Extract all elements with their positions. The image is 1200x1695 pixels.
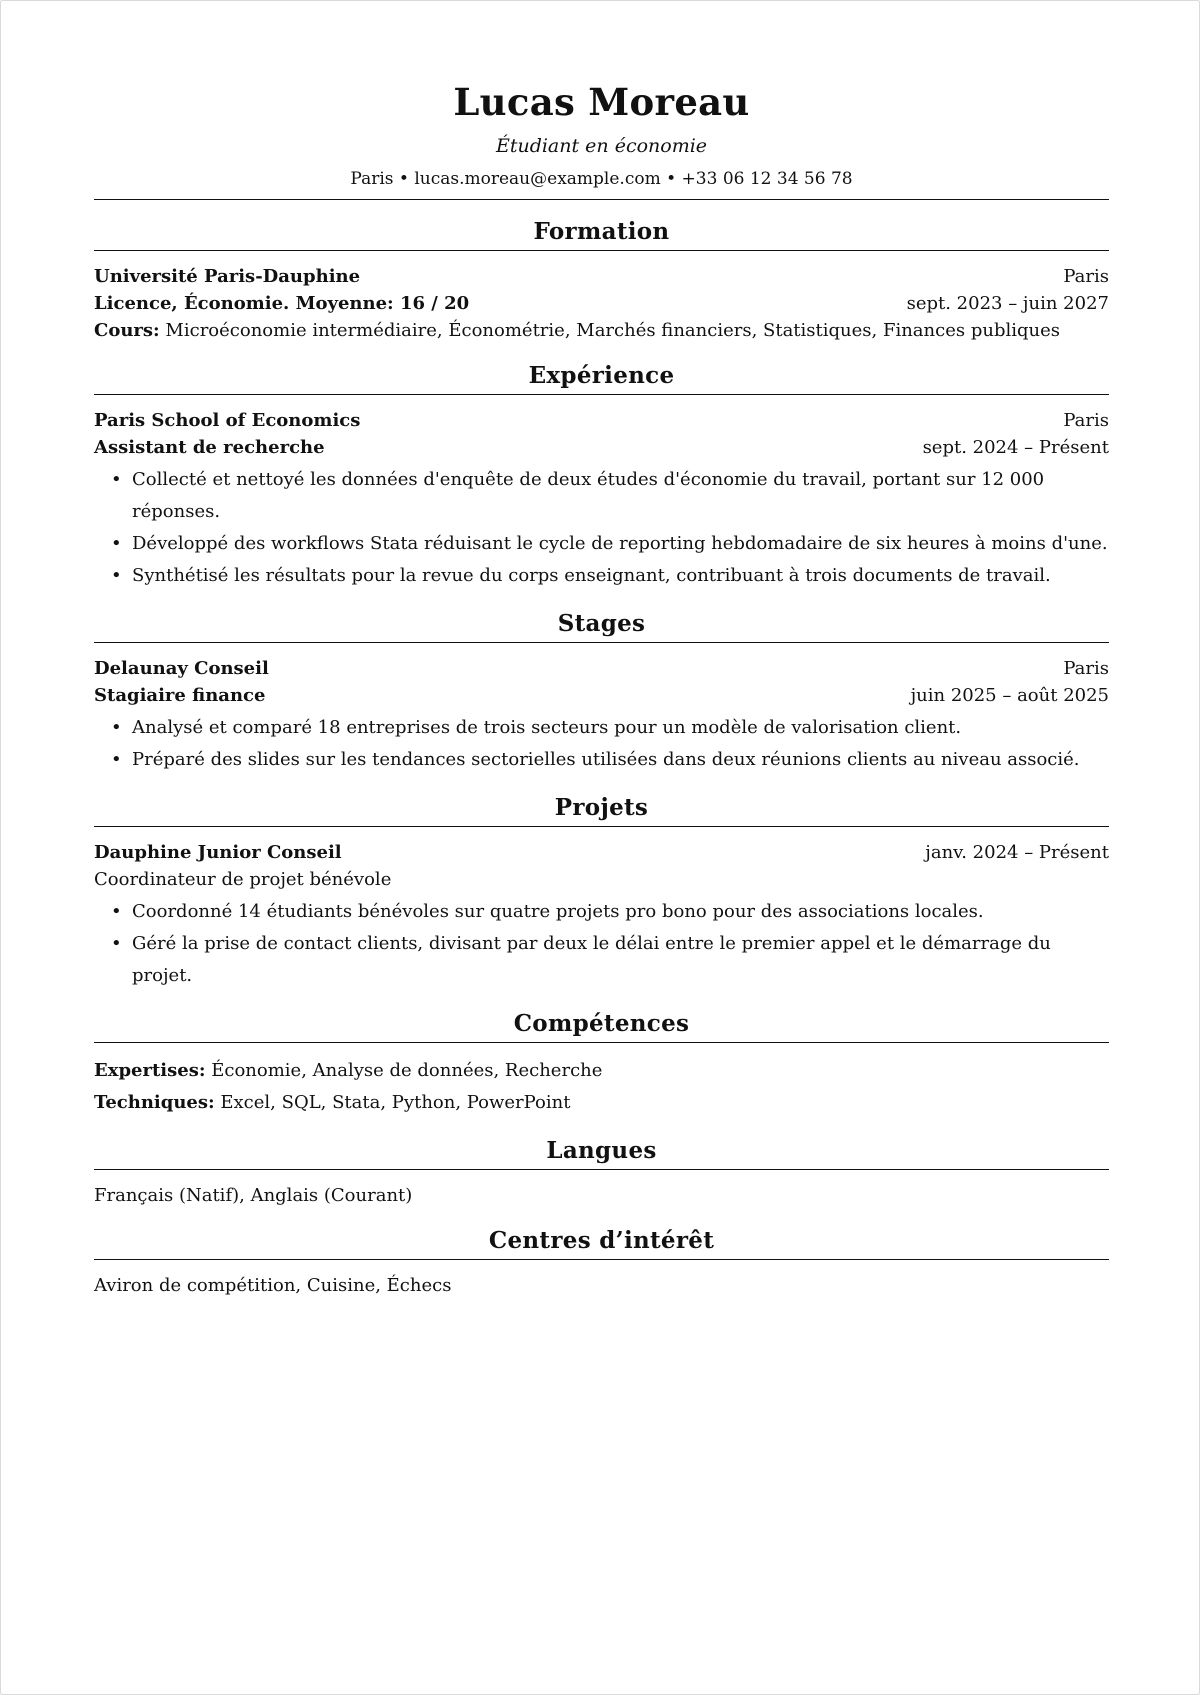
techniques-label: Techniques: — [94, 1092, 215, 1113]
list-item — [94, 896, 1109, 928]
stages-row-role — [94, 682, 1109, 709]
courses-list: Microéconomie intermédiaire, Économétrie, Marchés financiers, Statistiques, Finances publiques — [165, 320, 1060, 341]
bullet-text: Synthétisé les résultats pour la revue du corps enseignant, contribuant à trois documents de travail. — [132, 565, 1051, 586]
section-interets — [94, 1209, 1109, 1299]
experience-bullets — [94, 464, 1109, 592]
courses-line — [94, 317, 1109, 344]
stages-role: Stagiaire finance — [94, 685, 266, 706]
stages-organization: Delaunay Conseil — [94, 658, 269, 679]
stages-dates: juin 2025 – août 2025 — [910, 685, 1109, 706]
bullet-icon: • — [111, 933, 122, 954]
techniques-line — [94, 1087, 1109, 1119]
candidate-subtitle: Étudiant en économie — [495, 135, 708, 157]
section-projets — [94, 776, 1109, 992]
formation-row-institution — [94, 263, 1109, 290]
experience-role: Assistant de recherche — [94, 437, 325, 458]
institution-name: Université Paris-Dauphine — [94, 266, 361, 287]
projets-bullets — [94, 896, 1109, 992]
interets-text: Aviron de compétition, Cuisine, Échecs — [94, 1275, 452, 1296]
section-title-experience: Expérience — [528, 362, 675, 389]
bullet-text: Analysé et comparé 18 entreprises de trois secteurs pour un modèle de valorisation client. — [132, 717, 962, 738]
bullet-text: Géré la prise de contact clients, divisant par deux le délai entre le premier appel et le démarrage du projet. — [132, 933, 1051, 986]
institution-location: Paris — [1063, 266, 1109, 287]
langues-text: Français (Natif), Anglais (Courant) — [94, 1185, 413, 1206]
section-title-projets: Projets — [554, 794, 649, 821]
section-title-interets: Centres d’intérêt — [488, 1227, 715, 1254]
bullet-icon: • — [111, 717, 122, 738]
section-title-formation: Formation — [533, 218, 670, 245]
expertises-line — [94, 1055, 1109, 1087]
section-title-competences: Compétences — [513, 1010, 690, 1037]
projets-role: Coordinateur de projet bénévole — [94, 869, 392, 890]
list-item — [94, 560, 1109, 592]
stages-bullets — [94, 712, 1109, 776]
bullet-icon: • — [111, 749, 122, 770]
degree-dates: sept. 2023 – juin 2027 — [906, 293, 1109, 314]
degree-name: Licence, Économie. Moyenne: 16 / 20 — [94, 293, 470, 314]
expertises-list: Économie, Analyse de données, Recherche — [211, 1060, 603, 1081]
section-title-langues: Langues — [546, 1137, 657, 1164]
experience-row-role — [94, 434, 1109, 461]
bullet-text: Coordonné 14 étudiants bénévoles sur quatre projets pro bono pour des associations locales. — [132, 901, 984, 922]
experience-location: Paris — [1063, 410, 1109, 431]
experience-dates: sept. 2024 – Présent — [922, 437, 1109, 458]
list-item — [94, 744, 1109, 776]
resume-header — [94, 79, 1109, 200]
bullet-icon: • — [111, 565, 122, 586]
experience-organization: Paris School of Economics — [94, 410, 361, 431]
stages-location: Paris — [1063, 658, 1109, 679]
list-item — [94, 712, 1109, 744]
section-title-stages: Stages — [557, 610, 646, 637]
section-experience — [94, 344, 1109, 592]
bullet-icon: • — [111, 533, 122, 554]
projets-row-organization — [94, 839, 1109, 866]
section-formation — [94, 200, 1109, 344]
experience-row-organization — [94, 407, 1109, 434]
expertises-label: Expertises: — [94, 1060, 206, 1081]
courses-label: Cours: — [94, 320, 160, 341]
bullet-icon: • — [111, 469, 122, 490]
candidate-name: Lucas Moreau — [453, 80, 750, 124]
list-item — [94, 528, 1109, 560]
techniques-list: Excel, SQL, Stata, Python, PowerPoint — [220, 1092, 571, 1113]
stages-row-organization — [94, 655, 1109, 682]
section-stages — [94, 592, 1109, 776]
section-langues — [94, 1119, 1109, 1209]
list-item — [94, 464, 1109, 528]
bullet-text: Développé des workflows Stata réduisant le cycle de reporting hebdomadaire de six heures à moins d'une. — [132, 533, 1108, 554]
list-item — [94, 928, 1109, 992]
bullet-text: Préparé des slides sur les tendances sectorielles utilisées dans deux réunions clients au niveau associé. — [132, 749, 1080, 770]
contact-line: Paris • lucas.moreau@example.com • +33 06 12 34 56 78 — [350, 169, 853, 189]
bullet-text: Collecté et nettoyé les données d'enquête de deux études d'économie du travail, portant sur 12 000 réponses. — [132, 469, 1045, 522]
projets-organization: Dauphine Junior Conseil — [94, 842, 342, 863]
bullet-icon: • — [111, 901, 122, 922]
formation-row-degree — [94, 290, 1109, 317]
resume-content — [94, 79, 1109, 1299]
projets-dates: janv. 2024 – Présent — [925, 842, 1109, 863]
section-competences — [94, 992, 1109, 1119]
